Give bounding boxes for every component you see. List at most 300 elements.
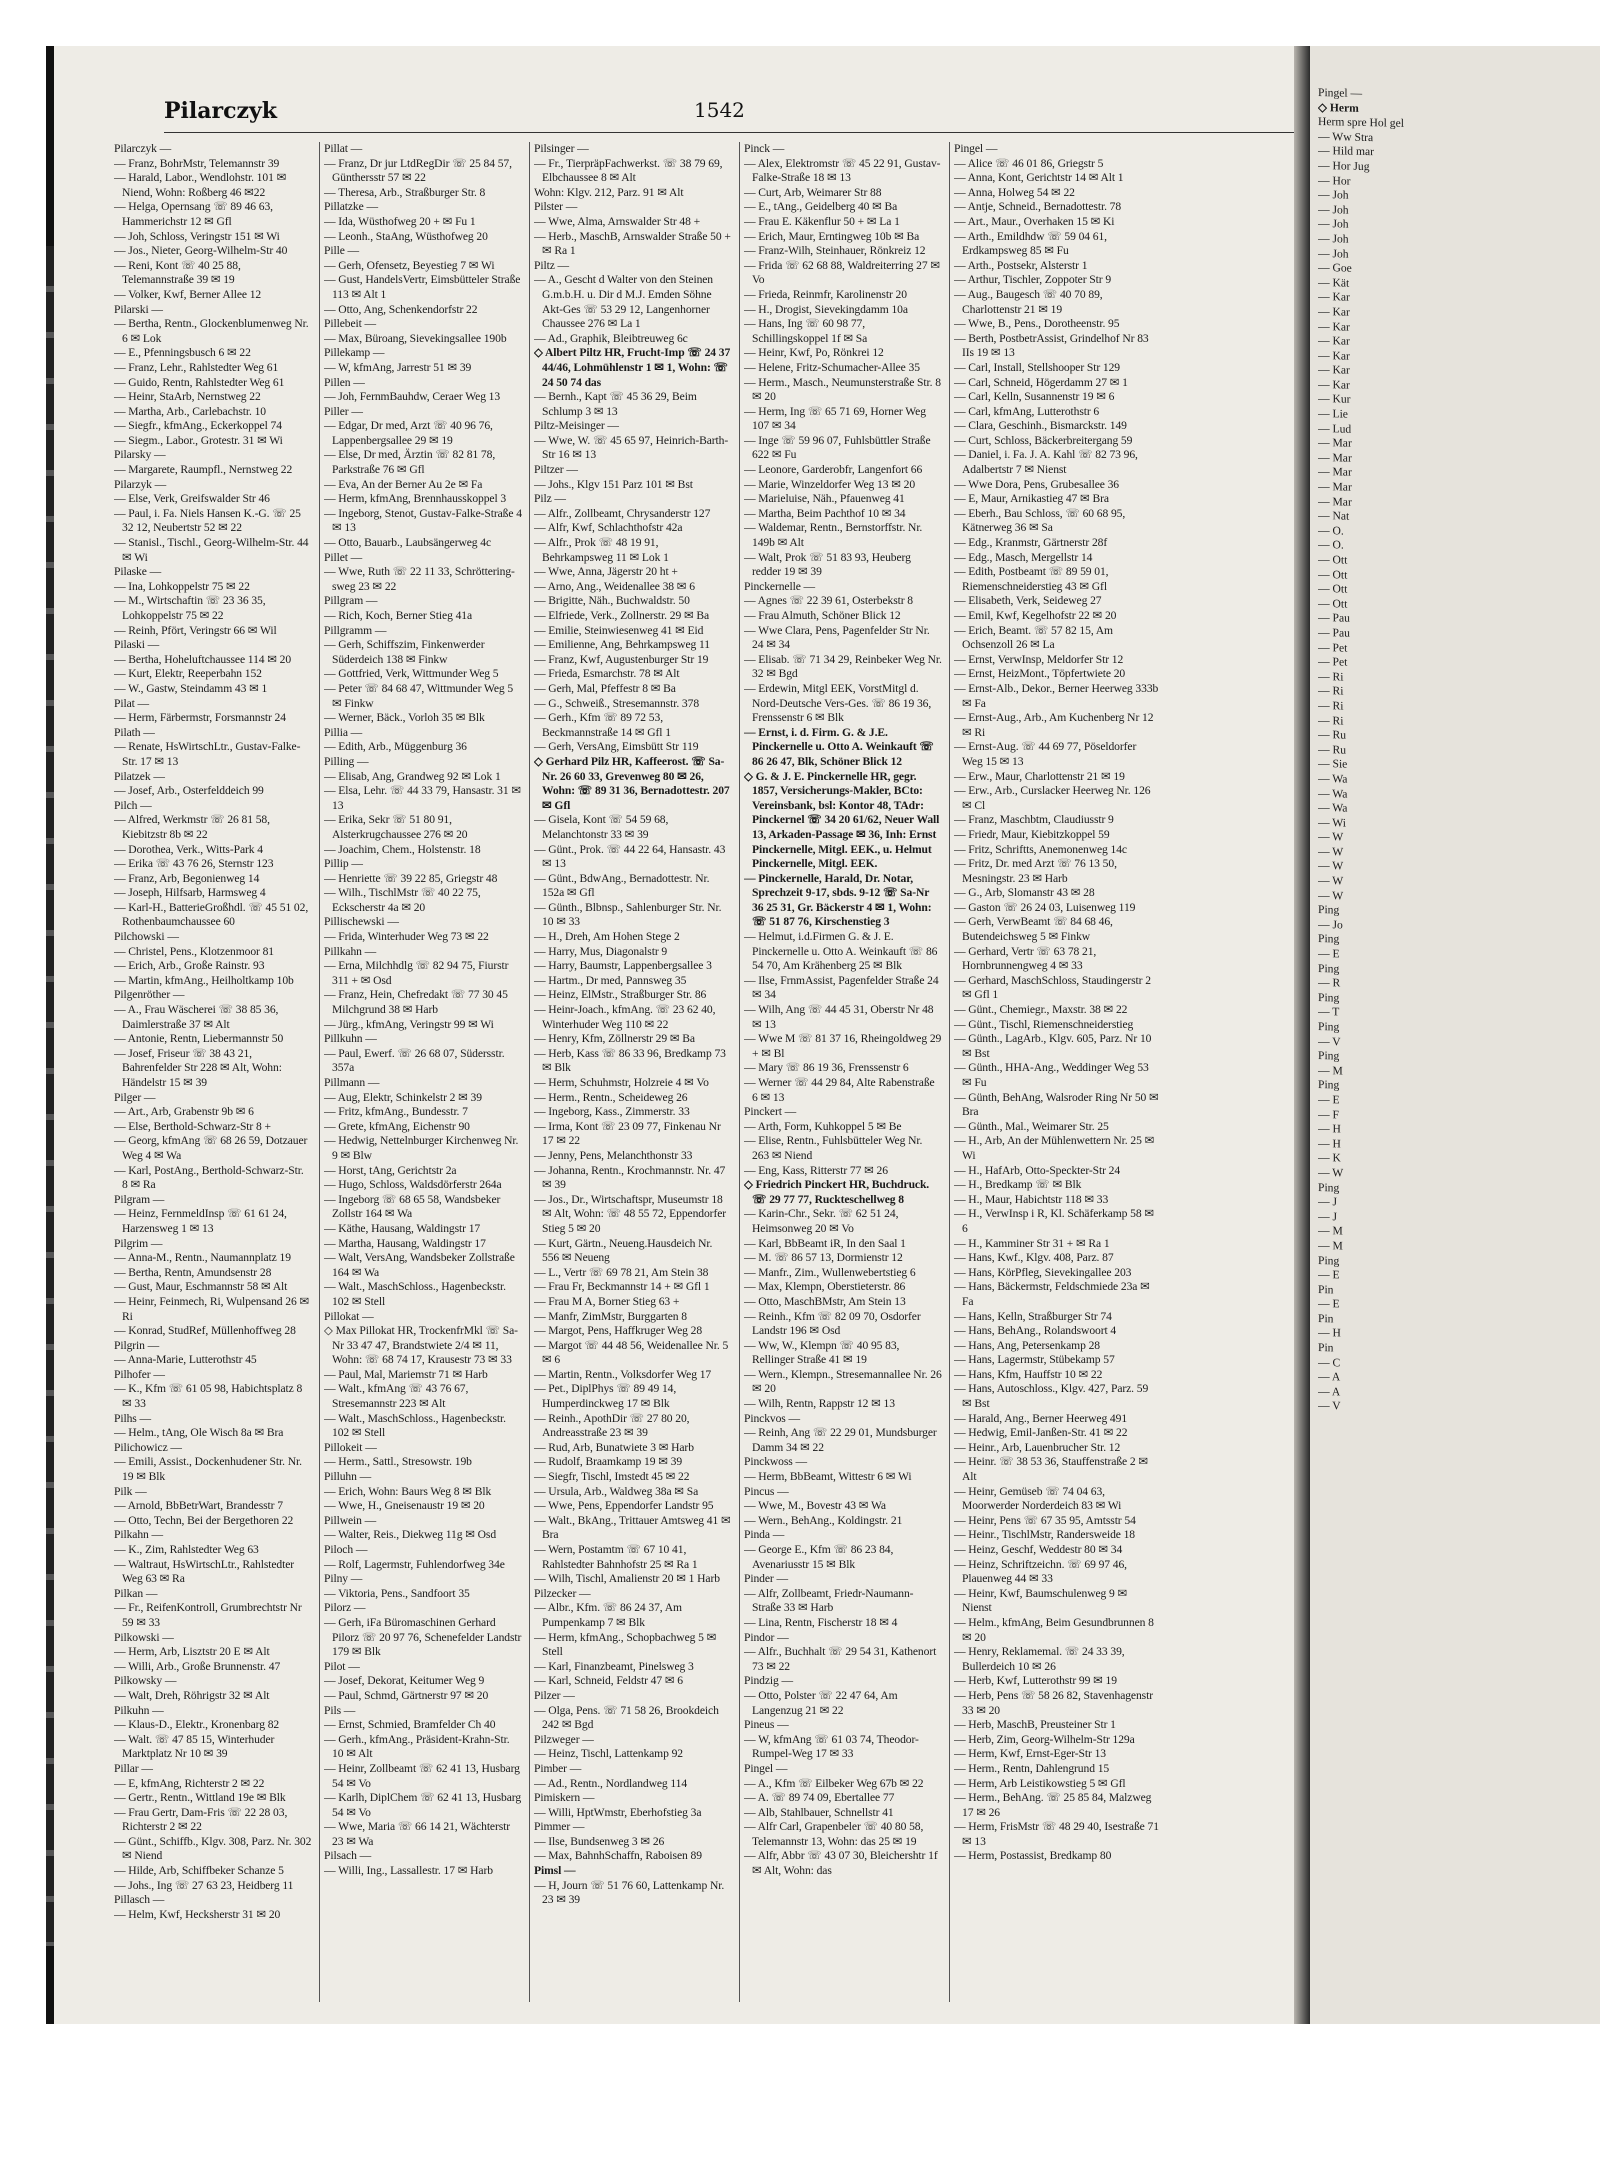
directory-entry: Pilzer —	[534, 1688, 575, 1702]
directory-entry: Pimmer —	[534, 1820, 585, 1834]
directory-entry: — Frida, Winterhuder Weg 73 ✉ 22	[324, 930, 489, 944]
directory-entry: — Inge ☏ 59 96 07, Fuhlsbüttler Straße 622 ✉ Fu	[744, 433, 931, 462]
page-gutter	[1294, 46, 1310, 2024]
directory-entry: — Ilse, Bundsenweg 3 ✉ 26	[534, 1834, 665, 1848]
directory-entry: — Herm, kfmAng, Brennhausskoppel 3	[324, 492, 507, 506]
directory-entry: Pilster —	[534, 200, 578, 214]
directory-entry: — Kar	[1318, 319, 1350, 334]
directory-entry: — Heinz, Tischl, Lattenkamp 92	[534, 1747, 683, 1761]
directory-entry: — E, Maur, Arnikastieg 47 ✉ Bra	[954, 492, 1109, 506]
directory-entry: — Ott	[1318, 582, 1348, 596]
directory-entry: Pilkan —	[114, 1586, 158, 1600]
directory-entry: Piltzer —	[534, 463, 578, 477]
directory-entry: — Lud	[1318, 421, 1352, 436]
directory-entry: — W	[1318, 830, 1344, 844]
directory-entry: — Hans, BehAng., Rolandswoort 4	[954, 1324, 1117, 1338]
directory-entry: Pilot —	[324, 1659, 360, 1673]
directory-entry: — Martha, Beim Pachthof 10 ✉ 34	[744, 506, 906, 520]
directory-entry: — Herb., MaschB, Arnswalder Straße 50 + ✉ Ra 1	[534, 229, 731, 258]
directory-entry: Pimber —	[534, 1761, 582, 1775]
directory-entry: — Günt., Prok. ☏ 44 22 64, Hansastr. 43 ✉ 13	[534, 842, 726, 871]
directory-entry: — Günth., HHA-Ang., Weddinger Weg 53 ✉ Fu	[954, 1061, 1149, 1089]
directory-entry: — Hans, Bäckermstr, Feldschmiede 23a ✉ Fa	[954, 1280, 1150, 1308]
directory-entry: — H	[1318, 1122, 1341, 1136]
directory-entry: — Eng, Kass, Ritterstr 77 ✉ 26	[744, 1163, 888, 1177]
directory-entry: — Johs., Ing ☏ 27 63 23, Heidberg 11	[114, 1878, 294, 1892]
directory-entry: ◇ Herm	[1318, 100, 1359, 115]
directory-entry: — Elisab, Ang, Grandweg 92 ✉ Lok 1	[324, 769, 501, 783]
directory-entry: Pilgram —	[114, 1192, 165, 1206]
directory-entry: — W, kfmAng, Jarrestr 51 ✉ 39	[324, 360, 472, 374]
directory-entry: ◇ G. & J. E. Pinckernelle HR, gegr. 1857, Versicherungs-Makler, BCto: Vereinsbank, bsl: Kontor 48, TAdr: Pinckernel ☏ 34 20 61/62, Neuer Wall 13, Arkaden-Passage ✉ 36, Inh: Ernst Pinckernelle, Mitgl. EEK., u. Helmut Pinckernelle, Mitgl. EEK.	[744, 769, 940, 871]
directory-entry: — Frieda, Reinmfr, Karolinenstr 20	[744, 287, 907, 301]
directory-entry: Piltz —	[534, 258, 570, 272]
directory-entry: — Gerhard, Vertr ☏ 63 78 21, Hornbrunnengweg 4 ✉ 33	[954, 944, 1097, 973]
directory-entry: — Erdewin, Mitgl EEK, VorstMitgl d. Nord-Deutsche Vers-Ges. ☏ 86 19 36, Frenssenstr 6 ✉ Blk	[744, 681, 932, 725]
directory-entry: — W	[1318, 844, 1344, 859]
directory-entry: — Emili, Assist., Dockenhudener Str. Nr. 19 ✉ Blk	[114, 1455, 302, 1484]
directory-entry: — Wwe, Ruth ☏ 22 11 33, Schrötteringsweg 23 ✉ 22	[324, 565, 515, 593]
directory-entry: Pillet —	[324, 550, 363, 564]
directory-entry: — Ingeborg, Kass., Zimmerstr. 33	[534, 1105, 690, 1119]
directory-entry: — Carl, Kelln, Susannenstr 19 ✉ 6	[954, 390, 1115, 404]
directory-entry: Pimsl —	[534, 1864, 576, 1878]
directory-entry: — Gust, HandelsVertr, Eimsbütteler Straße 113 ✉ Alt 1	[324, 273, 521, 301]
directory-entry: — Lina, Rentn, Fischerstr 18 ✉ 4	[744, 1615, 898, 1629]
directory-entry: — Leonh., StaAng, Wüsthofweg 20	[324, 229, 488, 243]
directory-entry: Pilchowski —	[114, 930, 179, 944]
directory-entry: Pingel —	[744, 1761, 788, 1775]
directory-entry: Pille —	[324, 244, 360, 258]
directory-entry: — Art., Maur., Overhaken 15 ✉ Ki	[954, 214, 1115, 228]
directory-entry: — Wwe, H., Gneisenaustr 19 ✉ 20	[324, 1499, 485, 1513]
directory-entry: — Sie	[1318, 757, 1348, 771]
directory-entry: — Erich, Beamt. ☏ 57 82 15, Am Ochsenzoll 26 ✉ La	[954, 623, 1113, 652]
directory-entry: — Joh, Schloss, Veringstr 151 ✉ Wi	[114, 229, 280, 243]
directory-entry: — Ingeborg, Stenot, Gustav-Falke-Straße 4 ✉ 13	[324, 506, 522, 535]
directory-entry: — Grete, kfmAng, Eichenstr 90	[324, 1119, 470, 1133]
directory-entry: Ping	[1318, 903, 1340, 917]
directory-entry: — Werner ☏ 44 29 84, Alte Rabenstraße 6 ✉ 13	[744, 1076, 935, 1104]
directory-entry: — Manfr, ZimMstr, Burggarten 8	[534, 1309, 687, 1323]
directory-entry: — Harry, Baumstr, Lappenbergsallee 3	[534, 959, 712, 973]
directory-entry: Piloch —	[324, 1543, 368, 1556]
directory-entry: — Arthur, Tischler, Zoppoter Str 9	[954, 273, 1112, 287]
directory-entry: — Wwe, B., Pens., Dorotheenstr. 95	[954, 317, 1120, 331]
directory-entry: — George E., Kfm ☏ 86 23 84, Avenariusstr 15 ✉ Blk	[744, 1543, 894, 1571]
directory-entry: — Mar	[1318, 465, 1352, 480]
directory-entry: — Wwe Dora, Pens, Grubesallee 36	[954, 477, 1119, 491]
directory-entry: Ping	[1318, 1180, 1340, 1194]
directory-entry: — Hans, Kwf., Klgv. 408, Parz. 87	[954, 1251, 1114, 1265]
directory-entry: — Antonie, Rentn, Liebermannstr 50	[114, 1032, 284, 1046]
directory-entry: — Heinr. ☏ 38 53 36, Stauffenstraße 2 ✉ Alt	[954, 1455, 1148, 1484]
directory-entry: — T	[1318, 1005, 1340, 1019]
directory-entry: Ping	[1318, 1049, 1340, 1063]
directory-entry: — E., Pfenningsbusch 6 ✉ 22	[114, 346, 251, 360]
directory-entry: Pincus —	[744, 1484, 789, 1498]
directory-entry: — Wwe, M., Bovestr 43 ✉ Wa	[744, 1499, 886, 1513]
directory-entry: — Wern., BehAng., Koldingstr. 21	[744, 1513, 903, 1527]
directory-entry: — Pet	[1318, 655, 1348, 669]
directory-entry: — Otto, Polster ☏ 22 47 64, Am Langenzug 21 ✉ 22	[744, 1688, 898, 1717]
directory-entry: — Gerh, Ofensetz, Beyestieg 7 ✉ Wi	[324, 258, 495, 272]
directory-entry: — Ott	[1318, 567, 1348, 582]
directory-entry: — Johanna, Rentn., Krochmannstr. Nr. 47 ✉ 39	[534, 1163, 726, 1192]
directory-entry: — A., Kfm ☏ Eilbeker Weg 67b ✉ 22	[744, 1776, 924, 1790]
directory-entry: — Mar	[1318, 450, 1352, 465]
directory-entry: — Franz-Wilh, Steinhauer, Rönkreiz 12	[744, 244, 926, 258]
directory-entry: — Gaston ☏ 26 24 03, Luisenweg 119	[954, 900, 1136, 914]
directory-entry: Pin	[1318, 1341, 1334, 1355]
directory-entry: — Joseph, Hilfsarb, Harmsweg 4	[114, 886, 266, 900]
directory-entry: — Herb, Zim, Georg-Wilhelm-Str 129a	[954, 1732, 1135, 1746]
directory-entry: — Max, Büroang, Sievekingsallee 190b	[324, 331, 507, 345]
directory-entry: — Margarete, Raumpfl., Nernstweg 22	[114, 463, 293, 477]
directory-entry: — Heinr, Pens ☏ 67 35 95, Amtsstr 54	[954, 1513, 1136, 1527]
directory-entry: — Otto, Ang, Schenkendorfstr 22	[324, 302, 478, 316]
directory-entry: — Clara, Geschinh., Bismarckstr. 149	[954, 419, 1127, 433]
directory-entry: — Wilh, Tischl, Amalienstr 20 ✉ 1 Harb	[534, 1572, 720, 1586]
directory-entry: — Herb, Kwf, Lutterothstr 99 ✉ 19	[954, 1674, 1117, 1688]
directory-entry: — Joh	[1318, 231, 1349, 246]
page-number: 1542	[694, 98, 745, 122]
directory-entry: — Joachim, Chem., Holstenstr. 18	[324, 842, 481, 856]
directory-entry: — Jos., Nieter, Georg-Wilhelm-Str 40	[114, 244, 288, 258]
directory-entry: — Stanisl., Tischl., Georg-Wilhelm-Str. 44 ✉ Wi	[114, 536, 309, 564]
facing-page-column	[1318, 86, 1466, 1949]
directory-entry: Pillkahn —	[324, 944, 377, 958]
directory-entry: — Ru	[1318, 728, 1347, 742]
directory-entry: Pilatzek —	[114, 769, 165, 783]
directory-entry: — Theresa, Arb., Straßburger Str. 8	[324, 185, 486, 199]
directory-entry: — Reinh., ApothDir ☏ 27 80 20, Andreasstraße 23 ✉ 39	[534, 1411, 690, 1440]
directory-entry: — F	[1318, 1107, 1339, 1122]
directory-entry: — M., Wirtschaftin ☏ 23 36 35, Lohkoppelstr 75 ✉ 22	[114, 594, 266, 622]
directory-entry: — Pet	[1318, 640, 1348, 655]
directory-entry: — Brigitte, Näh., Buchwaldstr. 50	[534, 594, 690, 608]
directory-entry: — Josef, Friseur ☏ 38 43 21, Bahrenfelder Str 228 ✉ Alt, Wohn: Händelstr 15 ✉ 39	[114, 1046, 282, 1089]
directory-entry: — Harald, Ang., Berner Heerweg 491	[954, 1411, 1128, 1425]
directory-entry: — Ri	[1318, 669, 1344, 684]
directory-entry: — Lie	[1318, 407, 1348, 421]
directory-entry: — Gerh, Mal, Pfeffestr 8 ✉ Ba	[534, 681, 676, 695]
directory-entry: — Reni, Kont ☏ 40 25 88, Telemannstraße 39 ✉ 19	[114, 258, 241, 287]
directory-entry: Pinckwoss —	[744, 1455, 807, 1469]
directory-entry: Pillebeit —	[324, 317, 377, 331]
directory-entry: — Josef, Dekorat, Keitumer Weg 9	[324, 1674, 485, 1688]
directory-entry: — Mar	[1318, 480, 1352, 494]
directory-entry: Pinder —	[744, 1572, 788, 1586]
directory-entry: — A., Frau Wäscherei ☏ 38 85 36, Daimlerstraße 37 ✉ Alt	[114, 1003, 279, 1031]
directory-entry: — Helm, Kwf, Hecksherstr 31 ✉ 20	[114, 1907, 281, 1921]
directory-entry: Pilhofer —	[114, 1367, 165, 1381]
directory-entry: Pilz —	[534, 492, 566, 506]
directory-entry: Pingel —	[954, 142, 998, 155]
directory-entry: — Kar	[1318, 334, 1350, 348]
directory-entry: Pimiskern —	[534, 1791, 595, 1805]
directory-entry: — Otto, Bauarb., Laubsängerweg 4c	[324, 536, 492, 550]
column-divider	[949, 142, 950, 2002]
directory-entry: — A	[1318, 1370, 1341, 1384]
directory-entry: — Aug., Baugesch ☏ 40 70 89, Charlottenstr 21 ✉ 19	[954, 287, 1103, 316]
directory-entry: — Bertha, Hoheluftchaussee 114 ✉ 20	[114, 652, 292, 666]
directory-entry: — Joh	[1318, 188, 1349, 202]
directory-entry: — Reinh., Kfm ☏ 82 09 70, Osdorfer Landstr 196 ✉ Osd	[744, 1309, 921, 1338]
directory-entry: — Helene, Fritz-Schumacher-Allee 35	[744, 360, 920, 374]
directory-entry: — Hild mar	[1318, 144, 1375, 159]
directory-entry: — Ri	[1318, 698, 1344, 713]
directory-entry: — Gerh., Kfm ☏ 89 72 53, Beckmannstraße 14 ✉ Gfl 1	[534, 711, 671, 739]
directory-entry: — Günt., BdwAng., Bernadottestr. Nr. 152a ✉ Gfl	[534, 871, 710, 900]
directory-entry: — Carl, Install, Stellshooper Str 129	[954, 360, 1121, 374]
directory-entry: — Herm, Ing ☏ 65 71 69, Horner Weg 107 ✉ 34	[744, 404, 926, 433]
directory-entry: — Wwe, Maria ☏ 66 14 21, Wächterstr 23 ✉ Wa	[324, 1820, 511, 1848]
directory-entry: — Erich, Maur, Erntingweg 10b ✉ Ba	[744, 229, 920, 243]
directory-entry: — Hor	[1318, 173, 1351, 188]
directory-entry: Pilzweger —	[534, 1732, 594, 1746]
directory-entry: Pilzecker —	[534, 1586, 591, 1600]
directory-entry: — Ww Stra	[1318, 129, 1374, 144]
directory-entry: — Karlh, DiplChem ☏ 62 41 13, Husbarg 54 ✉ Vo	[324, 1791, 522, 1819]
directory-entry: Pilarczyk —	[114, 142, 172, 155]
directory-entry: — Fritz, Schriftts, Anemonenweg 14c	[954, 842, 1127, 856]
directory-entry: — Kurt, Elektr, Reeperbahn 152	[114, 667, 262, 681]
directory-entry: Pinckvos —	[744, 1411, 801, 1425]
directory-entry: Pinckert —	[744, 1105, 797, 1119]
directory-entry: Pilichowicz —	[114, 1440, 182, 1454]
directory-entry: — Erw., Maur, Charlottenstr 21 ✉ 19	[954, 769, 1125, 783]
directory-entry: — Herb, Kass ☏ 86 33 96, Bredkamp 73 ✉ Blk	[534, 1046, 726, 1075]
directory-entry: — Franz, Hein, Chefredakt ☏ 77 30 45 Milchgrund 38 ✉ Harb	[324, 988, 508, 1017]
directory-entry: — C	[1318, 1355, 1341, 1370]
directory-entry: — Konrad, StudRef, Müllenhoffweg 28	[114, 1324, 296, 1338]
directory-entry: — V	[1318, 1034, 1341, 1049]
directory-entry: Ping	[1318, 961, 1340, 976]
directory-entry: Pilkahn —	[114, 1528, 164, 1542]
directory-entry: — W	[1318, 888, 1344, 903]
directory-entry: — Wwe M ☏ 81 37 16, Rheingoldweg 29 + ✉ Bl	[744, 1032, 942, 1060]
directory-entry: — Heinr, Zollbeamt ☏ 62 41 13, Husbarg 54 ✉ Vo	[324, 1761, 520, 1790]
directory-entry: — Dorothea, Verk., Witts-Park 4	[114, 842, 263, 856]
directory-entry: — Hans, Lagermstr, Stübekamp 57	[954, 1353, 1115, 1367]
directory-entry: — M	[1318, 1238, 1343, 1253]
directory-entry: — Edgar, Dr med, Arzt ☏ 40 96 76, Lappenbergsallee 29 ✉ 19	[324, 419, 493, 447]
directory-entry: — Pau	[1318, 611, 1350, 626]
directory-entry: — O.	[1318, 538, 1344, 552]
directory-entry: — W	[1318, 874, 1344, 888]
directory-entry: — Willi, Ing., Lassallestr. 17 ✉ Harb	[324, 1864, 493, 1878]
directory-entry: — Hilde, Arb, Schiffbeker Schanze 5	[114, 1864, 284, 1878]
directory-entry: — Walt., BkAng., Trittauer Amtsweg 41 ✉ Bra	[534, 1513, 731, 1542]
directory-entry: — Arth., Emildhdw ☏ 59 04 61, Erdkampsweg 85 ✉ Fu	[954, 229, 1107, 258]
directory-entry: — Otto, Techn, Bei der Bergethoren 22	[114, 1513, 294, 1527]
directory-entry: — Martha, Arb., Carlebachstr. 10	[114, 404, 266, 418]
directory-entry: — Pinckernelle, Harald, Dr. Notar, Sprechzeit 9-17, sbds. 9-12 ☏ Sa-Nr 36 25 31, Gr. Bäckerstr 4 ✉ 1, Wohn: ☏ 51 87 76, Kirschenstieg 3	[744, 871, 932, 929]
directory-entry: Pilny —	[324, 1572, 363, 1586]
directory-entry: — Wa	[1318, 771, 1348, 786]
directory-entry: — Harald, Labor., Wendlohstr. 101 ✉ Niend, Wohn: Roßberg 46 ✉22	[114, 171, 287, 199]
directory-entry: — Walt, Dreh, Röhrigstr 32 ✉ Alt	[114, 1688, 270, 1702]
directory-entry: Ping	[1318, 1020, 1340, 1034]
directory-entry: — E	[1318, 1092, 1340, 1107]
directory-entry: — Werner, Bäck., Vorloh 35 ✉ Blk	[324, 711, 485, 725]
directory-entry: — Ernst-Aug. ☏ 44 69 77, Pöseldorfer Weg 15 ✉ 13	[954, 740, 1137, 768]
directory-entry: — Wwe, Pens, Eppendorfer Landstr 95	[534, 1499, 714, 1513]
directory-entry: — Franz, Dr jur LtdRegDir ☏ 25 84 57, Günthersstr 57 ✉ 22	[324, 156, 512, 185]
directory-entry: — Frau M A, Borner Stieg 63 +	[534, 1294, 680, 1308]
directory-entry: — H., Arb, An der Mühlenwettern Nr. 25 ✉ Wi	[954, 1134, 1155, 1162]
directory-entry: — Gerh., kfmAng., Präsident-Krahn-Str. 10 ✉ Alt	[324, 1732, 510, 1761]
directory-entry: — Herm, Färbermstr, Forsmannstr 24	[114, 711, 286, 725]
directory-entry: — Alfr Carl, Grapenbeler ☏ 40 80 58, Telemannstr 13, Wohn: das 25 ✉ 19	[744, 1820, 924, 1848]
directory-entry: — Alfr., Buchhalt ☏ 29 54 31, Kathenort 73 ✉ 22	[744, 1645, 937, 1673]
column-divider	[529, 142, 530, 2002]
directory-entry: — Karl, PostAng., Berthold-Schwarz-Str. 8 ✉ Ra	[114, 1163, 304, 1192]
directory-entry: — Heinr., TischlMstr, Randersweide 18	[954, 1528, 1136, 1542]
directory-entry: — Paul, Schmd, Gärtnerstr 97 ✉ 20	[324, 1688, 489, 1702]
directory-entry: — Siegfr., kfmAng., Eckerkoppel 74	[114, 419, 282, 433]
directory-entry: — Elfriede, Verk., Zollnerstr. 29 ✉ Ba	[534, 609, 710, 622]
directory-entry: Pilsach —	[324, 1849, 372, 1863]
directory-entry: — Heinz, Schriftzeichn. ☏ 69 97 46, Plauenweg 44 ✉ 33	[954, 1557, 1127, 1586]
directory-entry: — Wilh., TischlMstr ☏ 40 22 75, Eckscherstr 4a ✉ 20	[324, 886, 481, 914]
directory-entry: — Willi, HptWmstr, Eberhofstieg 3a	[534, 1805, 702, 1819]
directory-entry: — Henriette ☏ 39 22 85, Griegstr 48	[324, 871, 498, 885]
directory-entry: — Mary ☏ 86 19 36, Frenssenstr 6	[744, 1061, 909, 1075]
facing-page	[1310, 46, 1600, 2024]
directory-entry: — Pau	[1318, 625, 1350, 640]
directory-entry: — Herm, Postassist, Bredkamp 80	[954, 1849, 1112, 1863]
directory-entry: — Edith, Arb., Müggenburg 36	[324, 740, 467, 754]
column-divider	[319, 142, 320, 2002]
directory-entry: — A., Gescht d Walter von den Steinen G.m.b.H. u. Dir d M.J. Emden Söhne Akt-Ges ☏ 53 29 12, Langenhorner Chaussee 276 ✉ La 1	[534, 273, 714, 331]
directory-entry: — Margot, Pens, Haffkruger Weg 28	[534, 1324, 703, 1338]
directory-entry: Pilger —	[114, 1090, 156, 1104]
directory-entry: — Frieda, Esmarchstr. 78 ✉ Alt	[534, 667, 680, 681]
directory-entry: ◇ Gerhard Pilz HR, Kaffeerost. ☏ Sa-Nr. 26 60 33, Grevenweg 80 ✉ 26, Wohn: ☏ 89 31 36, Bernadottestr. 207 ✉ Gfl	[534, 754, 730, 812]
directory-entry: — Ernst-Alb., Dekor., Berner Heerweg 333b ✉ Fa	[954, 681, 1159, 710]
directory-entry: — Fr., TierpräpFachwerkst. ☏ 38 79 69, Elbchaussee 8 ✉ Alt	[534, 156, 723, 185]
directory-entry: — Heinr, StaArb, Nernstweg 22	[114, 390, 261, 404]
directory-entry: — Arth, Form, Kuhkoppel 5 ✉ Be	[744, 1119, 902, 1133]
directory-entry: Pilgrin —	[114, 1338, 160, 1352]
directory-entry: — Herm, Arb, Lisztstr 20 E ✉ Alt	[114, 1645, 270, 1659]
directory-entry: — Berth, PostbetrAssist, Grindelhof Nr 83 IIs 19 ✉ 13	[954, 331, 1149, 360]
directory-entry: — Gerh, VerwBeamt ☏ 84 68 46, Butendeichsweg 5 ✉ Finkw	[954, 915, 1113, 944]
directory-entry: — Gerh, Schiffszim, Finkenwerder Süderdeich 138 ✉ Finkw	[324, 638, 485, 666]
directory-entry: — Rich, Koch, Berner Stieg 41a	[324, 609, 473, 622]
directory-entry: — Ernst, Schmied, Bramfelder Ch 40	[324, 1718, 496, 1732]
directory-entry: — Karl, Schneid, Feldstr 47 ✉ 6	[534, 1674, 683, 1688]
directory-entry: — Paul, Mal, Mariemstr 71 ✉ Harb	[324, 1367, 488, 1381]
directory-entry: Pindor —	[744, 1630, 789, 1644]
directory-entry: Piller —	[324, 404, 363, 418]
directory-entry: — Hans, KörPfleg, Sievekingallee 203	[954, 1265, 1132, 1279]
directory-entry: — Bernh., Kapt ☏ 45 36 29, Beim Schlump 3 ✉ 13	[534, 390, 697, 418]
directory-entry: — Irma, Kont ☏ 23 09 77, Finkenau Nr 17 ✉ 22	[534, 1119, 721, 1148]
directory-entry: — Gisela, Kont ☏ 54 59 68, Melanchtonstr 33 ✉ 39	[534, 813, 669, 841]
directory-entry: — Goe	[1318, 261, 1352, 275]
directory-entry: — Herm., Rentn, Dahlengrund 15	[954, 1761, 1110, 1775]
directory-entry: — Harry, Mus, Diagonalstr 9	[534, 944, 668, 958]
directory-entry: — M	[1318, 1224, 1343, 1238]
directory-entry: — Anna-M., Rentn., Naumannplatz 19	[114, 1251, 291, 1265]
directory-entry: — Heinz, FernmeldInsp ☏ 61 61 24, Harzensweg 1 ✉ 13	[114, 1207, 287, 1235]
directory-entry: — Elise, Rentn., Fuhlsbütteler Weg Nr. 263 ✉ Niend	[744, 1134, 923, 1162]
directory-entry: — Walter, Reis., Diekweg 11g ✉ Osd	[324, 1528, 497, 1542]
directory-entry: — Ilse, FrnmAssist, Pagenfelder Straße 24 ✉ 34	[744, 973, 939, 1002]
directory-entry: Pilarski —	[114, 302, 163, 316]
directory-entry: — Fritz, Dr. med Arzt ☏ 76 13 50, Mesningstr. 23 ✉ Harb	[954, 857, 1117, 885]
directory-entry: — Karin-Chr., Sekr. ☏ 62 51 24, Heimsonweg 20 ✉ Vo	[744, 1207, 899, 1235]
directory-column-5	[954, 142, 1159, 2002]
directory-entry: — Henry, Reklamemal. ☏ 24 33 39, Bullerdeich 10 ✉ 26	[954, 1645, 1125, 1673]
directory-entry: — Hartm., Dr med, Pannsweg 35	[534, 973, 687, 987]
directory-entry: — W., Gastw, Steindamm 43 ✉ 1	[114, 681, 268, 695]
directory-entry: — M. ☏ 86 57 13, Dormienstr 12	[744, 1251, 903, 1265]
directory-entry: — Ernst, VerwInsp, Meldorfer Str 12	[954, 652, 1124, 666]
directory-entry: — Günth., Mal., Weimarer Str. 25	[954, 1119, 1109, 1133]
directory-page	[54, 46, 1304, 2024]
directory-entry: — Wa	[1318, 786, 1348, 801]
directory-entry: — Erika ☏ 43 76 26, Sternstr 123	[114, 857, 274, 871]
directory-entry: Pilling —	[324, 754, 369, 768]
directory-entry: — Fr., ReifenKontroll, Grumbrechtstr Nr 59 ✉ 33	[114, 1601, 302, 1629]
directory-entry: — Herm., Masch., Neumunsterstraße Str. 8 ✉ 20	[744, 375, 941, 404]
directory-entry: Ping	[1318, 1253, 1340, 1267]
directory-entry: — Erich, Wohn: Baurs Weg 8 ✉ Blk	[324, 1484, 492, 1498]
directory-entry: — E., tAng., Geidelberg 40 ✉ Ba	[744, 200, 898, 214]
directory-entry: — Günt., Tischl, Riemenschneiderstieg	[954, 1017, 1134, 1031]
directory-entry: Wohn: Klgv. 212, Parz. 91 ✉ Alt	[534, 185, 684, 199]
directory-entry: — Wern., Klempn., Stresemannallee Nr. 26 ✉ 20	[744, 1367, 942, 1396]
directory-entry: — Friedr, Maur, Kiebitzkoppel 59	[954, 827, 1110, 841]
directory-entry: — K., Kfm ☏ 61 05 98, Habichtsplatz 8 ✉ 33	[114, 1382, 303, 1411]
directory-entry: Pillkuhn —	[324, 1032, 377, 1046]
directory-entry: — Karl-H., BatterieGroßhdl. ☏ 45 51 02, Rothenbaumchaussee 60	[114, 900, 309, 929]
directory-entry: — Ru	[1318, 742, 1347, 757]
directory-entry: — Ri	[1318, 684, 1344, 698]
directory-entry: — Heinr, Kwf, Baumschulenweg 9 ✉ Nienst	[954, 1586, 1128, 1615]
directory-entry: — Gust, Maur, Eschmannstr 58 ✉ Alt	[114, 1280, 288, 1294]
directory-entry: Ping	[1318, 990, 1340, 1005]
directory-entry: — Pet., DiplPhys ☏ 89 49 14, Humperdinckweg 17 ✉ Blk	[534, 1382, 677, 1411]
directory-entry: — Herm, Schuhmstr, Holzreie 4 ✉ Vo	[534, 1076, 709, 1089]
directory-entry: — Wwe Clara, Pens, Pagenfelder Str Nr. 24 ✉ 34	[744, 623, 930, 652]
column-divider	[739, 142, 740, 2002]
directory-entry: Pin	[1318, 1282, 1334, 1297]
directory-entry: — G., Schweiß., Stresemannstr. 378	[534, 696, 700, 710]
directory-entry: Ping	[1318, 1078, 1340, 1092]
directory-entry: Pillatzke —	[324, 200, 378, 214]
directory-entry: — Herm., BehAng. ☏ 25 85 84, Malzweg 17 ✉ 26	[954, 1791, 1152, 1819]
directory-entry: — Kar	[1318, 377, 1350, 392]
scan-frame	[46, 46, 1600, 2024]
directory-entry: — Walt. ☏ 47 85 15, Winterhuder Marktplatz Nr 10 ✉ 39	[114, 1732, 275, 1761]
directory-entry: Pillwein —	[324, 1513, 377, 1527]
directory-entry: — Herm, BbBeamt, Wittestr 6 ✉ Wi	[744, 1470, 912, 1484]
directory-entry: — Heinr, Gemüseb ☏ 74 04 63, Moorwerder Norderdeich 83 ✉ Wi	[954, 1484, 1122, 1513]
directory-entry: Pilsinger —	[534, 142, 589, 155]
directory-entry: — Gerhard, MaschSchloss, Staudingerstr 2 ✉ Gfl 1	[954, 973, 1151, 1002]
directory-entry: — Max, BahnhSchaffn, Raboisen 89	[534, 1849, 702, 1863]
directory-entry: — J	[1318, 1195, 1338, 1209]
directory-entry: — H	[1318, 1136, 1341, 1151]
directory-entry: — Klaus-D., Elektr., Kronenbarg 82	[114, 1718, 280, 1732]
directory-entry: Pillar —	[114, 1761, 153, 1775]
directory-entry: — Bertha, Rentn., Glockenblumenweg Nr. 6 ✉ Lok	[114, 317, 309, 345]
